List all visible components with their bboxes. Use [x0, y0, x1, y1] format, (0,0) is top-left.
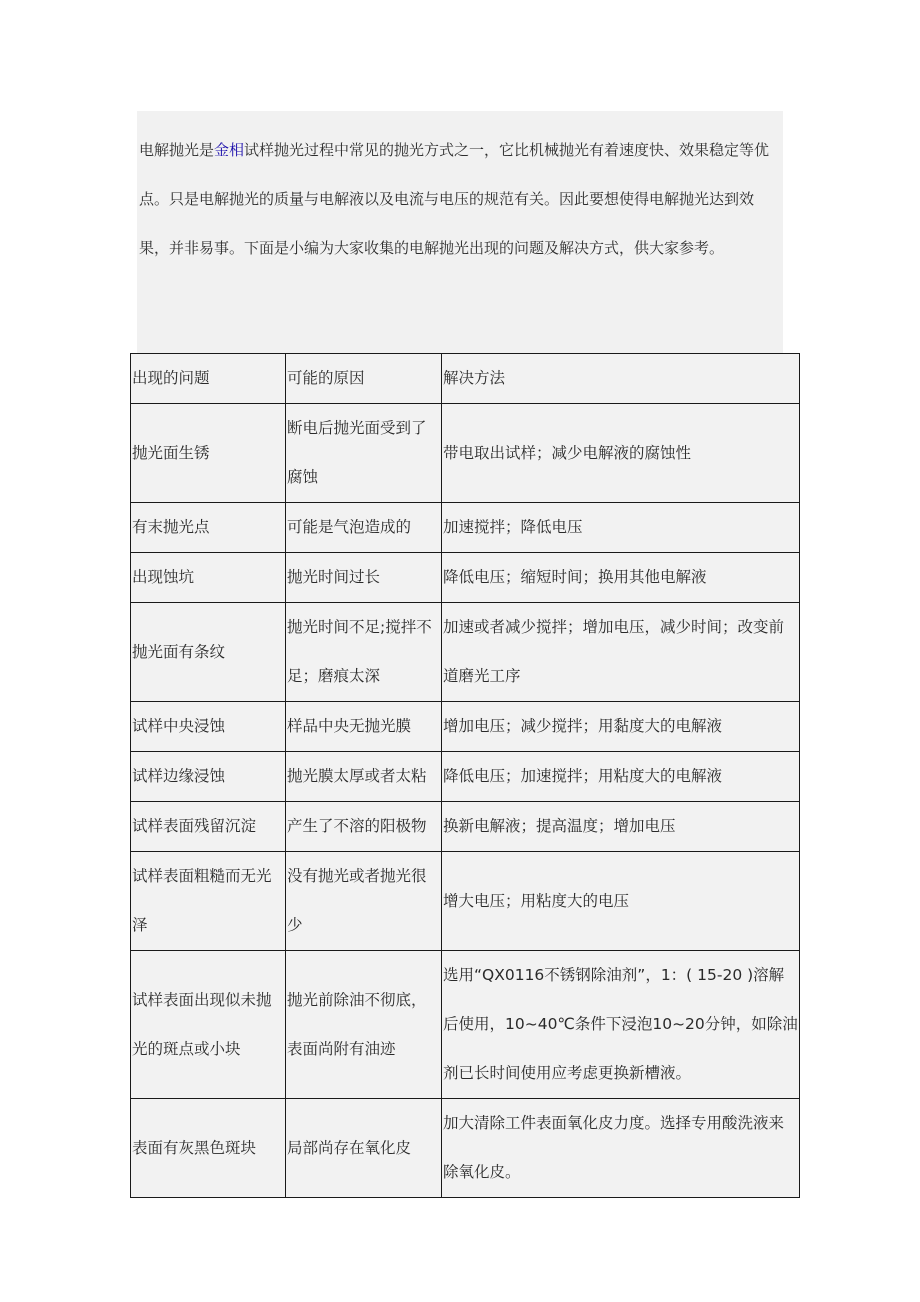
cause-cell: 局部尚存在氧化皮 [286, 1099, 442, 1198]
cause-cell: 抛光前除油不彻底，表面尚附有油迹 [286, 951, 442, 1099]
intro-text-start: 电解抛光是 [139, 141, 215, 159]
solution-cell: 加速搅拌；降低电压 [442, 503, 800, 553]
metallography-link[interactable]: 金相 [214, 141, 245, 159]
cause-cell: 抛光时间过长 [286, 553, 442, 603]
solution-cell: 增大电压；用粘度大的电压 [442, 852, 800, 951]
table-row [131, 852, 800, 951]
cause-cell: 可能是气泡造成的 [286, 503, 442, 553]
table-row [131, 702, 800, 752]
header-cell-cause: 可能的原因 [286, 354, 442, 404]
problem-cell: 试样中央浸蚀 [131, 702, 286, 752]
problem-cell: 表面有灰黑色斑块 [131, 1099, 286, 1198]
problem-cell: 出现蚀坑 [131, 553, 286, 603]
cause-cell: 没有抛光或者抛光很少 [286, 852, 442, 951]
table-row [131, 553, 800, 603]
solution-cell: 增加电压；减少搅拌；用黏度大的电解液 [442, 702, 800, 752]
table-row [131, 503, 800, 553]
table-header-row [131, 354, 800, 404]
table-row [131, 802, 800, 852]
solution-cell: 换新电解液；提高温度；增加电压 [442, 802, 800, 852]
electropolishing-issues-table [130, 353, 800, 1198]
intro-paragraph [137, 111, 783, 353]
cause-cell: 抛光膜太厚或者太粘 [286, 752, 442, 802]
header-cell-solution: 解决方法 [442, 354, 800, 404]
table-row [131, 603, 800, 702]
solution-cell: 加速或者减少搅拌；增加电压，减少时间；改变前道磨光工序 [442, 603, 800, 702]
table-row [131, 404, 800, 503]
table-row [131, 1099, 800, 1198]
solution-cell: 带电取出试样；减少电解液的腐蚀性 [442, 404, 800, 503]
solution-cell: 降低电压；加速搅拌；用粘度大的电解液 [442, 752, 800, 802]
problem-cell: 试样边缘浸蚀 [131, 752, 286, 802]
solution-cell: 选用“QX0116不锈钢除油剂”，1：( 15-20 )溶解后使用，10~40℃条件下浸泡10~20分钟，如除油剂已长时间使用应考虑更换新槽液。 [442, 951, 800, 1099]
cause-cell: 样品中央无抛光膜 [286, 702, 442, 752]
cause-cell: 断电后抛光面受到了腐蚀 [286, 404, 442, 503]
table-row [131, 951, 800, 1099]
table-row [131, 752, 800, 802]
cause-cell: 产生了不溶的阳极物 [286, 802, 442, 852]
problem-cell: 有末抛光点 [131, 503, 286, 553]
header-cell-problem: 出现的问题 [131, 354, 286, 404]
solution-cell: 降低电压；缩短时间；换用其他电解液 [442, 553, 800, 603]
intro-text-rest: 试样抛光过程中常见的抛光方式之一，它比机械抛光有着速度快、效果稳定等优点。只是电解抛光的质量与电解液以及电流与电压的规范有关。因此要想使得电解抛光达到效果，并非易事。下面是小编为大家收集的电解抛光出现的问题及解决方式，供大家参考。 [139, 141, 770, 257]
problem-cell: 抛光面生锈 [131, 404, 286, 503]
cause-cell: 抛光时间不足;搅拌不足；磨痕太深 [286, 603, 442, 702]
problem-cell: 试样表面出现似未抛光的斑点或小块 [131, 951, 286, 1099]
solution-cell: 加大清除工件表面氧化皮力度。选择专用酸洗液来除氧化皮。 [442, 1099, 800, 1198]
problem-cell: 试样表面残留沉淀 [131, 802, 286, 852]
problem-cell: 抛光面有条纹 [131, 603, 286, 702]
problem-cell: 试样表面粗糙而无光泽 [131, 852, 286, 951]
